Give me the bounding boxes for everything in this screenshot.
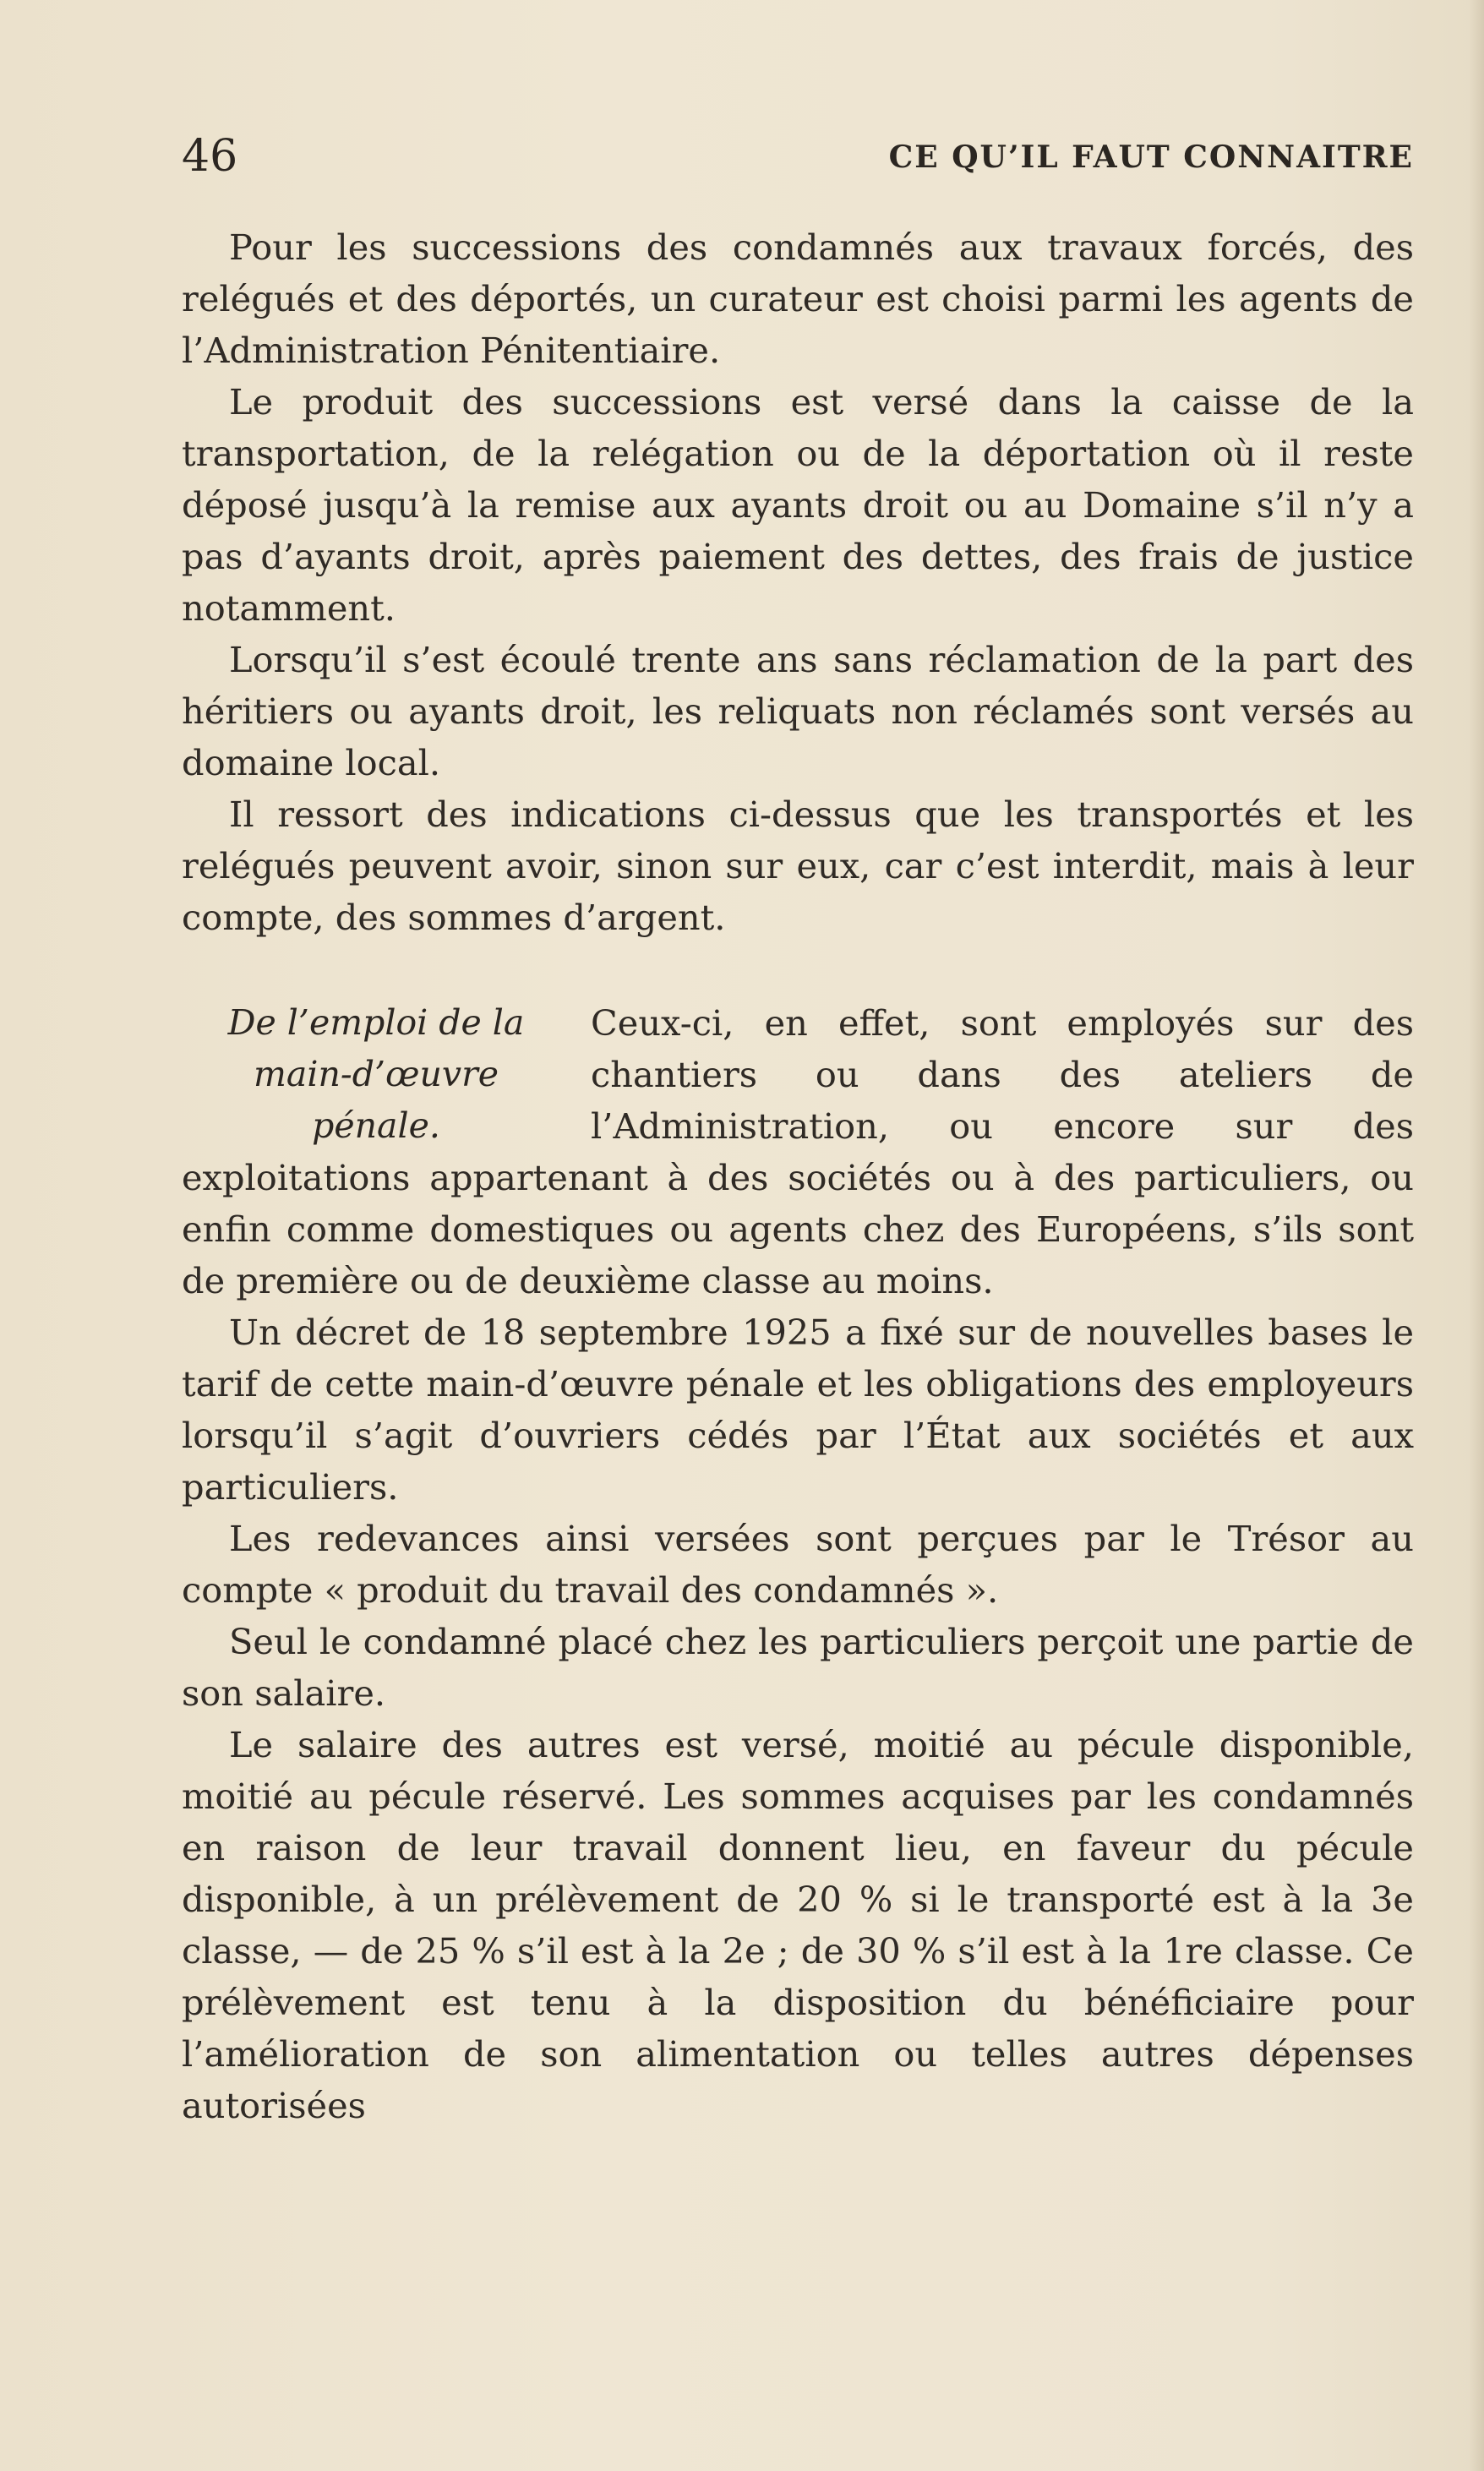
side-heading-line: De l’emploi de la (227, 1002, 525, 1043)
paragraph: Lorsqu’il s’est écoulé trente ans sans réclamation de la part des héritiers ou ayants droit, les reliquats non réclamés sont versés au domaine local. (182, 639, 1414, 783)
body-text-top (182, 221, 1414, 943)
paragraph: Il ressort des indications ci-dessus que les transportés et les relégués peuvent avoir, sinon sur eux, car c’est interdit, mais à leur compte, des sommes d’argent. (182, 794, 1414, 938)
page-edge-shadow (1469, 0, 1484, 2471)
paragraph: Un décret de 18 septembre 1925 a fixé sur de nouvelles bases le tarif de cette main-d’œuvre pénale et les obligations des employeurs lorsqu’il s’agit d’ouvriers cédés par l’État aux sociétés et aux particuliers. (182, 1312, 1414, 1508)
side-heading-line: pénale. (312, 1105, 440, 1146)
side-heading-line: main-d’œuvre (254, 1054, 499, 1094)
paragraph: Pour les successions des condamnés aux travaux forcés, des relégués et des déportés, un curateur est choisi parmi les agents de l’Administration Pénitentiaire. (182, 226, 1414, 371)
paragraph: Les redevances ainsi versées sont perçues par le Trésor au compte « produit du travail des condamnés ». (182, 1518, 1414, 1611)
paragraph: Ceux-ci, en effet, sont employés sur des chantiers ou dans des ateliers de l’Administration, ou encore sur des exploitations appartenant à des sociétés ou à des particuliers, ou enfin comme domestiques ou agents chez des Européens, s’ils sont de première ou de deuxième classe au moins. (182, 1002, 1414, 1301)
running-head: CE QU’IL FAUT CONNAITRE (888, 139, 1414, 175)
paragraph: Le produit des successions est versé dans la caisse de la transportation, de la relégation ou de la déportation où il reste déposé jusqu’à la remise aux ayants droit ou au Domaine s’il n’y a pas d’ayants droit, après paiement des dettes, des frais de justice notamment. (182, 381, 1414, 629)
paragraph: Seul le condamné placé chez les particuliers perçoit une partie de son salaire. (182, 1621, 1414, 1714)
side-heading (182, 997, 570, 1152)
section-main-doeuvre (182, 997, 1414, 2131)
paragraph: Le salaire des autres est versé, moitié au pécule disponible, moitié au pécule réservé. Les sommes acquises par les condamnés en raison de leur travail donnent lieu, en faveur du pécule disponible, à un prélèvement de 20 % si le transporté est à la 3e classe, — de 25 % s’il est à la 2e ; de 30 % s’il est à la 1re classe. Ce prélèvement est tenu à la disposition du bénéficiaire pour l’amélioration de son alimentation ou telles autres dépenses autorisées (182, 1724, 1414, 2126)
page-header (182, 127, 1414, 186)
page-number: 46 (182, 131, 238, 182)
